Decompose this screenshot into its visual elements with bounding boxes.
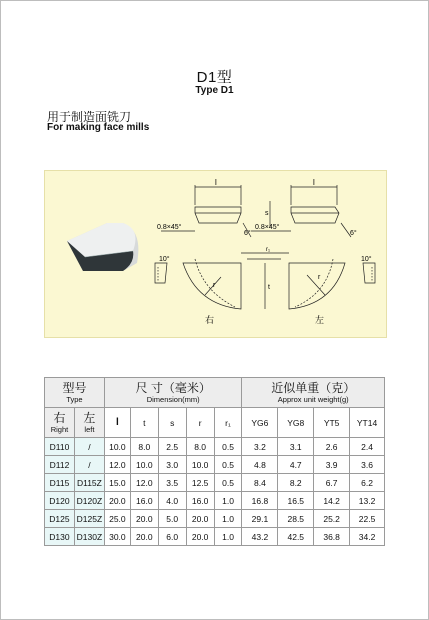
table-cell: 0.5	[214, 438, 242, 456]
dim-r-right: r	[213, 282, 216, 289]
col-yt5: YT5	[314, 408, 350, 438]
table-cell: 3.1	[278, 438, 314, 456]
table-cell: D115Z	[74, 474, 104, 492]
col-yg6: YG6	[242, 408, 278, 438]
table-row	[45, 474, 385, 492]
table-cell: 3.0	[158, 456, 186, 474]
table-cell: 16.8	[242, 492, 278, 510]
table-cell: 12.0	[104, 456, 130, 474]
table-cell: 5.0	[158, 510, 186, 528]
table-cell: 20.0	[130, 510, 158, 528]
header-right: 右 Right	[45, 408, 75, 438]
spec-table	[44, 377, 385, 546]
table-cell: 6.0	[158, 528, 186, 546]
table-row	[45, 456, 385, 474]
table-cell: 16.0	[186, 492, 214, 510]
header-model: 型号 Type	[45, 378, 105, 408]
dim-t-label: t	[268, 284, 270, 291]
table-cell: 10.0	[130, 456, 158, 474]
table-cell: D115	[45, 474, 75, 492]
table-cell: 2.4	[350, 438, 385, 456]
table-cell: /	[74, 456, 104, 474]
table-cell: D112	[45, 456, 75, 474]
table-cell: 1.0	[214, 492, 242, 510]
table-cell: 4.7	[278, 456, 314, 474]
side-view-right	[155, 263, 167, 283]
technical-drawing	[44, 170, 387, 338]
section-title-en: For making face mills	[47, 122, 150, 133]
angle-side-right: 10°	[159, 256, 170, 263]
table-cell: 15.0	[104, 474, 130, 492]
table-row	[45, 492, 385, 510]
table-cell: 12.5	[186, 474, 214, 492]
dim-s: s	[265, 210, 269, 217]
dim-t	[241, 253, 289, 309]
page-title-en: Type D1	[195, 85, 234, 96]
table-cell: 1.0	[214, 510, 242, 528]
table-cell: 36.8	[314, 528, 350, 546]
table-cell: 20.0	[186, 510, 214, 528]
angle-left: 6°	[350, 230, 357, 237]
table-cell: D130Z	[74, 528, 104, 546]
front-view-left	[289, 259, 345, 309]
table-cell: 14.2	[314, 492, 350, 510]
col-r1: r₁	[214, 408, 242, 438]
table-cell: D120Z	[74, 492, 104, 510]
table-cell: 16.0	[130, 492, 158, 510]
front-view-right	[183, 259, 241, 309]
table-cell: 16.5	[278, 492, 314, 510]
table-cell: 43.2	[242, 528, 278, 546]
table-cell: 4.8	[242, 456, 278, 474]
table-cell: 30.0	[104, 528, 130, 546]
side-view-left	[363, 263, 375, 283]
chamfer-right: 0.8×45°	[157, 224, 182, 231]
table-row	[45, 438, 385, 456]
table-cell: 3.6	[350, 456, 385, 474]
table-cell: 8.0	[186, 438, 214, 456]
table-cell: 34.2	[350, 528, 385, 546]
table-cell: 13.2	[350, 492, 385, 510]
col-yt14: YT14	[350, 408, 385, 438]
col-s: s	[158, 408, 186, 438]
table-cell: 10.0	[186, 456, 214, 474]
table-row	[45, 528, 385, 546]
table-cell: 25.0	[104, 510, 130, 528]
table-cell: 20.0	[104, 492, 130, 510]
table-cell: 8.4	[242, 474, 278, 492]
table-cell: 10.0	[104, 438, 130, 456]
dim-l-left: l	[313, 178, 315, 187]
table-cell: 0.5	[214, 456, 242, 474]
table-cell: 28.5	[278, 510, 314, 528]
chamfer-left: 0.8×45°	[255, 224, 280, 231]
angle-side-left: 10°	[361, 256, 372, 263]
table-cell: D110	[45, 438, 75, 456]
label-left: 左	[315, 315, 325, 325]
table-cell: D125	[45, 510, 75, 528]
col-l: l	[104, 408, 130, 438]
dim-l-right: l	[215, 178, 217, 187]
table-cell: 25.2	[314, 510, 350, 528]
table-cell: 20.0	[186, 528, 214, 546]
table-row	[45, 510, 385, 528]
table-cell: 22.5	[350, 510, 385, 528]
table-cell: 8.0	[130, 438, 158, 456]
dim-r1: r₁	[266, 247, 271, 253]
table-cell: /	[74, 438, 104, 456]
table-cell: 12.0	[130, 474, 158, 492]
dim-r-left: r	[318, 274, 321, 281]
insert-3d-image	[67, 223, 138, 271]
table-cell: 2.6	[314, 438, 350, 456]
table-cell: 1.0	[214, 528, 242, 546]
table-cell: D125Z	[74, 510, 104, 528]
page-title: D1型	[196, 69, 233, 86]
table-cell: 3.2	[242, 438, 278, 456]
table-cell: 2.5	[158, 438, 186, 456]
section-title: 用于制造面铣刀	[47, 110, 132, 124]
angle-right: 6°	[244, 230, 251, 237]
table-cell: 3.5	[158, 474, 186, 492]
table-cell: 8.2	[278, 474, 314, 492]
table-cell: 6.7	[314, 474, 350, 492]
header-left: 左 left	[74, 408, 104, 438]
label-right: 右	[205, 315, 215, 325]
table-cell: D120	[45, 492, 75, 510]
col-yg8: YG8	[278, 408, 314, 438]
table-cell: 20.0	[130, 528, 158, 546]
table-cell: 29.1	[242, 510, 278, 528]
table-cell: 4.0	[158, 492, 186, 510]
col-t: t	[130, 408, 158, 438]
col-r: r	[186, 408, 214, 438]
table-cell: 0.5	[214, 474, 242, 492]
table-cell: 6.2	[350, 474, 385, 492]
table-cell: 3.9	[314, 456, 350, 474]
table-cell: D130	[45, 528, 75, 546]
header-weight: 近似单重（克） Approx unit weight(g)	[242, 378, 385, 408]
header-dimension: 尺 寸（毫米） Dimension(mm)	[104, 378, 242, 408]
table-cell: 42.5	[278, 528, 314, 546]
